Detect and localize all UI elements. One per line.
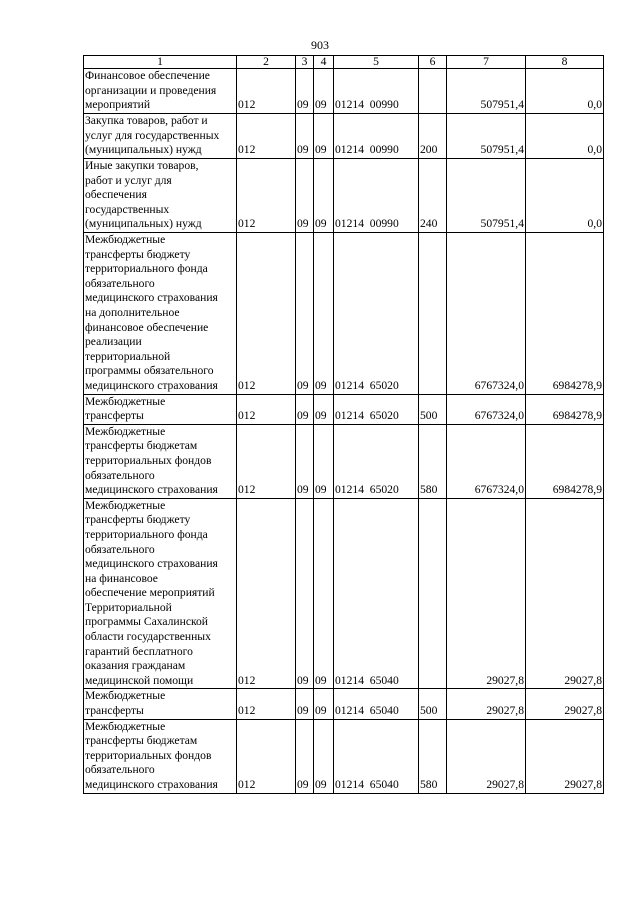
cell-value-7: 29027,8 xyxy=(447,689,526,719)
cell-rz: 09 xyxy=(296,498,314,689)
column-header: 1 xyxy=(84,56,237,69)
cell-csr: 01214 65020 xyxy=(334,233,419,395)
cell-value-8: 29027,8 xyxy=(526,498,604,689)
cell-rz: 09 xyxy=(296,689,314,719)
table-row xyxy=(84,159,604,233)
table-row xyxy=(84,114,604,159)
cell-csr: 01214 65040 xyxy=(334,689,419,719)
cell-value-7: 507951,4 xyxy=(447,114,526,159)
cell-vr xyxy=(419,233,447,395)
cell-code: 012 xyxy=(237,69,296,114)
cell-value-7: 507951,4 xyxy=(447,69,526,114)
cell-csr: 01214 00990 xyxy=(334,114,419,159)
cell-code: 012 xyxy=(237,233,296,395)
row-name: Межбюджетные трансферты бюджетам территориальных фондов обязательного медицинского страхования xyxy=(84,424,237,498)
row-name: Межбюджетные трансферты бюджету территориального фонда обязательного медицинского страхования на финансовое обеспечение мероприятий Территориальной программы Сахалинской области государственных гарантий бесплатного оказания гражданам медицинской помощи xyxy=(84,498,237,689)
cell-value-7: 507951,4 xyxy=(447,159,526,233)
header-row xyxy=(84,56,604,69)
table-row xyxy=(84,394,604,424)
cell-pr: 09 xyxy=(314,498,334,689)
table-row xyxy=(84,719,604,793)
cell-value-8: 6984278,9 xyxy=(526,233,604,395)
column-header: 7 xyxy=(447,56,526,69)
cell-code: 012 xyxy=(237,424,296,498)
cell-rz: 09 xyxy=(296,233,314,395)
column-header: 8 xyxy=(526,56,604,69)
cell-code: 012 xyxy=(237,159,296,233)
row-name: Закупка товаров, работ и услуг для государственных (муниципальных) нужд xyxy=(84,114,237,159)
cell-vr: 500 xyxy=(419,689,447,719)
column-header: 5 xyxy=(334,56,419,69)
cell-value-8: 6984278,9 xyxy=(526,424,604,498)
table-row xyxy=(84,498,604,689)
cell-csr: 01214 00990 xyxy=(334,159,419,233)
cell-rz: 09 xyxy=(296,114,314,159)
cell-rz: 09 xyxy=(296,719,314,793)
cell-vr: 500 xyxy=(419,394,447,424)
cell-csr: 01214 65020 xyxy=(334,394,419,424)
table-row xyxy=(84,689,604,719)
cell-vr: 580 xyxy=(419,424,447,498)
cell-rz: 09 xyxy=(296,69,314,114)
column-header: 6 xyxy=(419,56,447,69)
cell-pr: 09 xyxy=(314,69,334,114)
cell-pr: 09 xyxy=(314,689,334,719)
cell-value-7: 29027,8 xyxy=(447,498,526,689)
cell-vr: 580 xyxy=(419,719,447,793)
cell-value-8: 0,0 xyxy=(526,69,604,114)
cell-value-8: 29027,8 xyxy=(526,689,604,719)
cell-code: 012 xyxy=(237,498,296,689)
column-header: 4 xyxy=(314,56,334,69)
cell-vr: 200 xyxy=(419,114,447,159)
cell-pr: 09 xyxy=(314,424,334,498)
cell-pr: 09 xyxy=(314,394,334,424)
cell-value-8: 0,0 xyxy=(526,159,604,233)
cell-csr: 01214 65040 xyxy=(334,498,419,689)
cell-value-7: 29027,8 xyxy=(447,719,526,793)
row-name: Финансовое обеспечение организации и проведения мероприятий xyxy=(84,69,237,114)
cell-pr: 09 xyxy=(314,233,334,395)
column-header: 3 xyxy=(296,56,314,69)
cell-rz: 09 xyxy=(296,424,314,498)
row-name: Межбюджетные трансферты бюджету территориального фонда обязательного медицинского страхования на дополнительное финансовое обеспечение реализации территориальной программы обязательного медицинского страхования xyxy=(84,233,237,395)
cell-value-8: 6984278,9 xyxy=(526,394,604,424)
cell-rz: 09 xyxy=(296,394,314,424)
cell-value-7: 6767324,0 xyxy=(447,424,526,498)
cell-rz: 09 xyxy=(296,159,314,233)
table-row xyxy=(84,69,604,114)
row-name: Межбюджетные трансферты xyxy=(84,394,237,424)
row-name: Иные закупки товаров, работ и услуг для обеспечения государственных (муниципальных) нужд xyxy=(84,159,237,233)
cell-value-7: 6767324,0 xyxy=(447,233,526,395)
budget-table xyxy=(83,55,604,794)
page-number: 903 xyxy=(311,38,329,52)
cell-code: 012 xyxy=(237,394,296,424)
cell-value-7: 6767324,0 xyxy=(447,394,526,424)
cell-code: 012 xyxy=(237,719,296,793)
cell-vr xyxy=(419,498,447,689)
cell-pr: 09 xyxy=(314,114,334,159)
cell-vr: 240 xyxy=(419,159,447,233)
table-row xyxy=(84,233,604,395)
cell-code: 012 xyxy=(237,114,296,159)
table-row xyxy=(84,424,604,498)
row-name: Межбюджетные трансферты бюджетам территориальных фондов обязательного медицинского страхования xyxy=(84,719,237,793)
cell-csr: 01214 65040 xyxy=(334,719,419,793)
cell-pr: 09 xyxy=(314,159,334,233)
cell-vr xyxy=(419,69,447,114)
cell-code: 012 xyxy=(237,689,296,719)
cell-pr: 09 xyxy=(314,719,334,793)
column-header: 2 xyxy=(237,56,296,69)
cell-csr: 01214 65020 xyxy=(334,424,419,498)
row-name: Межбюджетные трансферты xyxy=(84,689,237,719)
cell-value-8: 0,0 xyxy=(526,114,604,159)
cell-value-8: 29027,8 xyxy=(526,719,604,793)
cell-csr: 01214 00990 xyxy=(334,69,419,114)
